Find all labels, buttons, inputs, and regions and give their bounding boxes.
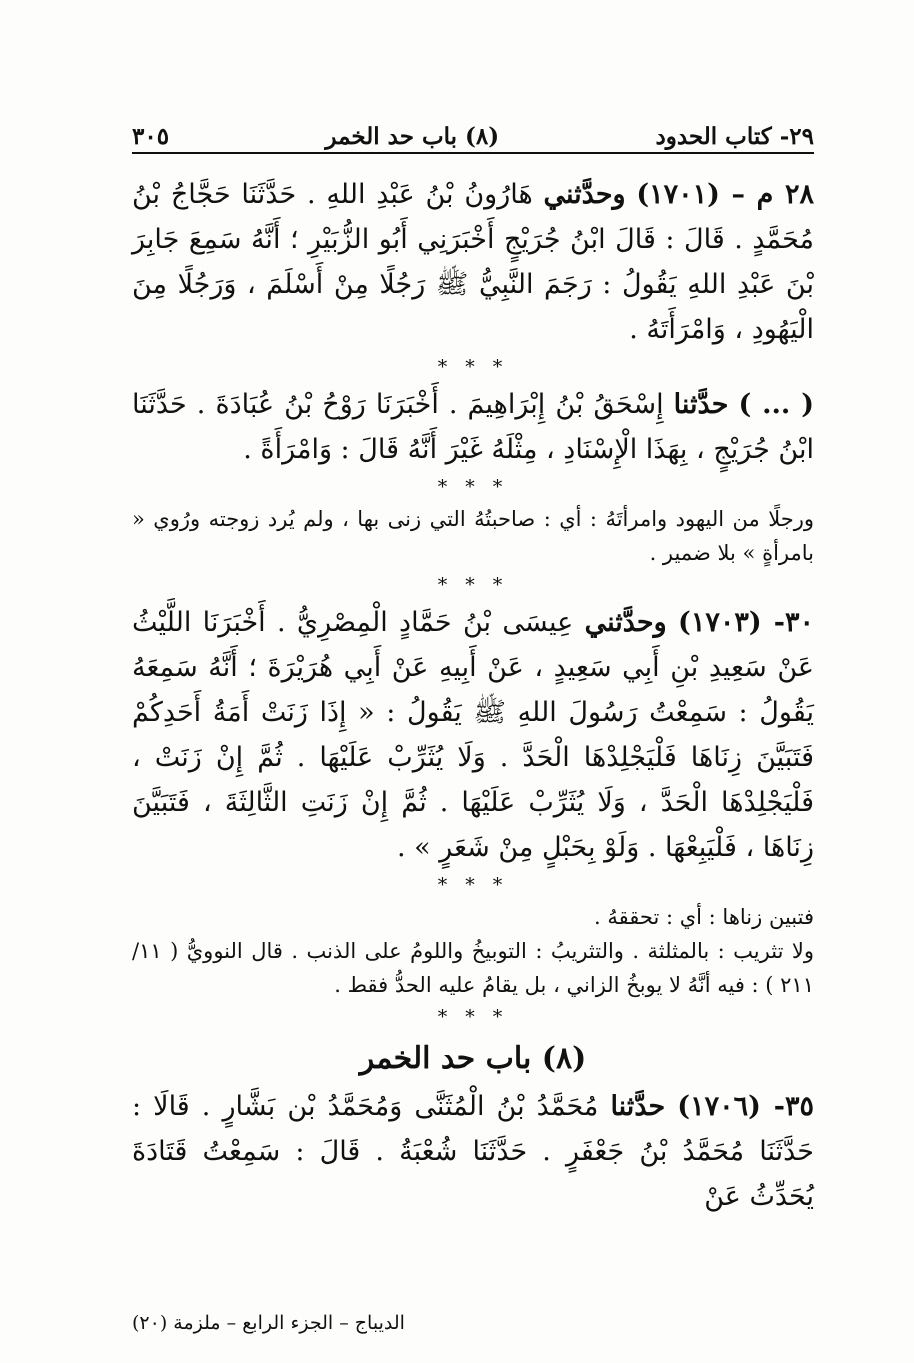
hadith-number: ( ... )	[738, 389, 814, 420]
hadith-text: مُحَمَّدُ بْنُ الْمُثَنَّى وَمُحَمَّدُ بْن بَشَّارٍ . قَالَا : حَدَّثَنَا مُحَمَّدُ بْنُ جَعْفَرٍ . حَدَّثَنَا شُعْبَةُ . قَالَ : سَمِعْتُ قَتَادَةَ يُحَدِّثُ عَنْ	[132, 1091, 814, 1212]
commentary-2: فتبين زناها : أي : تحققهُ .	[594, 905, 814, 929]
section-running-title: (٨) باب حد الخمر	[325, 123, 500, 150]
section-heading: (٨) باب حد الخمر	[359, 1041, 587, 1076]
hadith-1706	[132, 1084, 814, 1219]
page-header	[132, 112, 814, 150]
hadith-lead: وحدَّثني	[543, 179, 626, 210]
hadith-text: إِسْحَقُ بْنُ إِبْرَاهِيمَ . أَخْبَرَنَا رَوْحُ بْنُ عُبَادَةَ . حَدَّثَنَا ابْنُ جُرَيْجٍ ، بِهَذَا الْإِسْنَادِ ، مِثْلَهُ غَيْرَ أَنَّهُ قَالَ : وَامْرَأَةً .	[132, 389, 814, 465]
hadith-1703	[132, 600, 814, 870]
separator: * * *	[437, 476, 509, 498]
chapter-title: ٢٩- كتاب الحدود	[655, 123, 814, 150]
hadith-number: ٣٠- (١٧٠٣)	[678, 607, 814, 638]
hadith-lead: حدَّثنا	[673, 389, 729, 420]
separator: * * *	[437, 1006, 509, 1028]
page-number: ٣٠٥	[132, 123, 170, 150]
hadith-continuation	[132, 382, 814, 472]
hadith-lead: حدَّثنا	[610, 1091, 666, 1122]
hadith-number: ٢٨ م – (١٧٠١)	[636, 179, 814, 210]
hadith-1701	[132, 172, 814, 352]
commentary-3: ولا تثريب : بالمثلثة . والتثريبُ : التوبيخُ واللومُ على الذنب . قال النوويُّ ( ١١/ ٢١١ ) : فيه أنَّهُ لا يوبخُ الزاني ، بل يقامُ عليه الحدُّ فقط .	[132, 939, 814, 997]
hadith-text: هَارُونُ بْنُ عَبْدِ اللهِ . حَدَّثَنَا حَجَّاجُ بْنُ مُحَمَّدٍ . قَالَ : قَالَ ابْنُ جُرَيْجٍ أَخْبَرَنِي أَبُو الزُّبَيْرِ ؛ أَنَّهُ سَمِعَ جَابِرَ بْنَ عَبْدِ اللهِ يَقُولُ : رَجَمَ النَّبِيُّ ﷺ رَجُلًا مِنْ أَسْلَمَ ، وَرَجُلًا مِنَ الْيَهُودِ ، وَامْرَأَتَهُ .	[132, 179, 814, 345]
separator: * * *	[437, 874, 509, 896]
commentary-1: ورجلًا من اليهود وامرأتَهُ : أي : صاحبتُهُ التي زنى بها ، ولم يُرد زوجته ورُوي « بامرأةٍ » بلا ضمير .	[132, 507, 814, 565]
separator: * * *	[437, 574, 509, 596]
page-footer: الديباج – الجزء الرابع – ملزمة (٢٠)	[132, 1312, 405, 1334]
page-body	[132, 172, 814, 1219]
hadith-text: عِيسَى بْنُ حَمَّادٍ الْمِصْرِيُّ . أَخْبَرَنَا اللَّيْثُ عَنْ سَعِيدِ بْنِ أَبِي سَعِيدٍ ، عَنْ أَبِيهِ عَنْ أَبِي هُرَيْرَةَ ؛ أَنَّهُ سَمِعَهُ يَقُولُ : سَمِعْتُ رَسُولَ اللهِ ﷺ يَقُولُ : « إِذَا زَنَتْ أَمَةُ أَحَدِكُمْ فَتَبَيَّنَ زِنَاهَا فَلْيَجْلِدْهَا الْحَدَّ . وَلَا يُثَرِّبْ عَلَيْهَا . ثُمَّ إِنْ زَنَتْ ، فَلْيَجْلِدْهَا الْحَدَّ ، وَلَا يُثَرِّبْ عَلَيْهَا . ثُمَّ إِنْ زَنَتِ الثَّالِثَةَ ، فَتَبَيَّنَ زِنَاهَا ، فَلْيَبِعْهَا . وَلَوْ بِحَبْلٍ مِنْ شَعَرٍ » .	[132, 607, 814, 863]
hadith-lead: وحدَّثني	[584, 607, 667, 638]
header-rule	[132, 152, 814, 154]
hadith-number: ٣٥- (١٧٠٦)	[677, 1091, 814, 1122]
separator: * * *	[437, 356, 509, 378]
